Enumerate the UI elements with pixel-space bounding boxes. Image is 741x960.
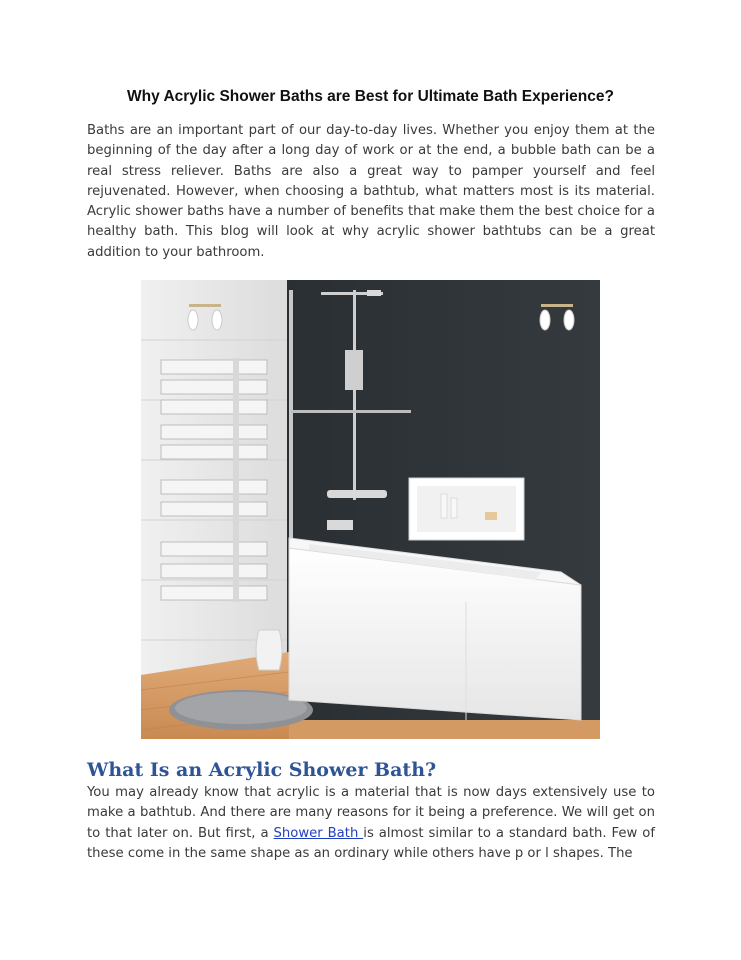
section-text-before-link: You may already know that acrylic is a material that is now days extensively use to make a bathtub. And there are many reasons for it being a preference. We will get on to that later on. But first, a xyxy=(87,785,655,841)
bathroom-photo xyxy=(141,280,600,739)
document-title: Why Acrylic Shower Baths are Best for Ultimate Bath Experience? xyxy=(127,88,614,105)
section-text-after-link: is almost similar to a standard bath. Few of these come in the same shape as an ordinary while others have p or l shapes. The xyxy=(87,825,655,861)
section-heading: What Is an Acrylic Shower Bath? xyxy=(87,759,437,781)
shower-bath-link[interactable]: Shower Bath xyxy=(273,825,364,841)
intro-paragraph: Baths are an important part of our day-to-day lives. Whether you enjoy them at the beginning of the day after a long day of work or at the end, a bubble bath can be a real stress reliever. Baths are also a great way to pamper yourself and feel rejuvenated. However, when choosing a bathtub, what matters most is its material. Acrylic shower baths have a number of benefits that make them the best choice for a healthy bath. This blog will look at why acrylic shower bathtubs can be a great addition to your bathroom. xyxy=(87,123,655,260)
section-paragraph xyxy=(87,783,655,864)
